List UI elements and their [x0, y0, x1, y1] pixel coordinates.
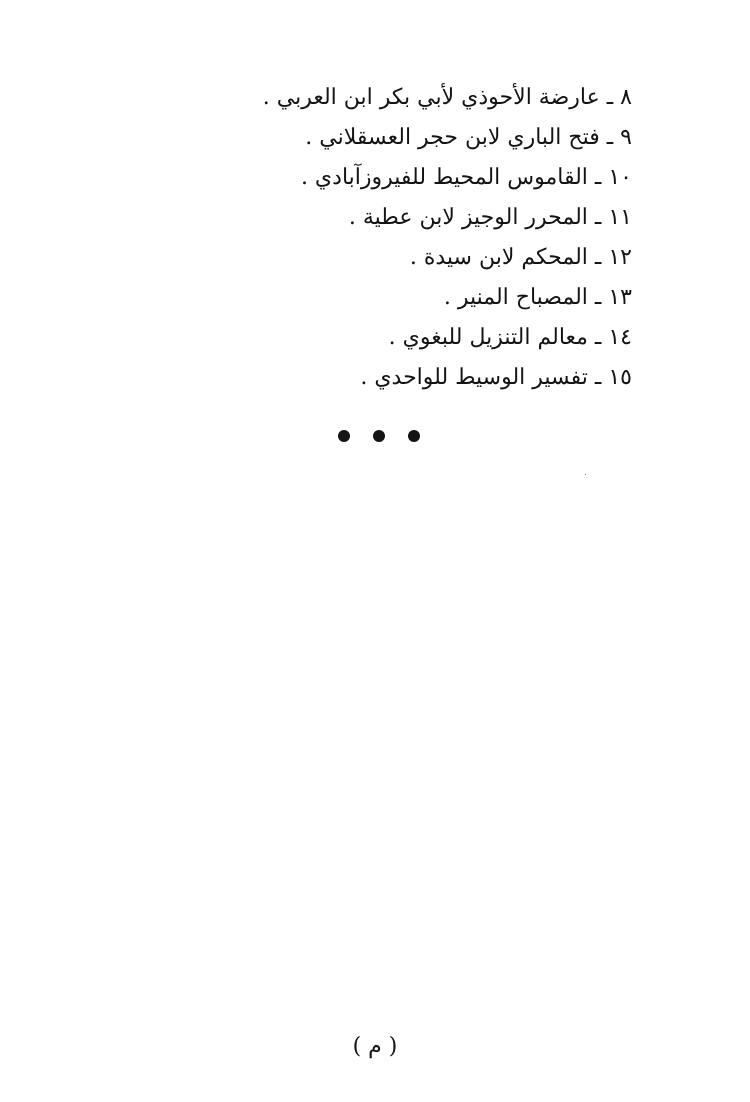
- reference-item-10: ١٠ ـ القاموس المحيط للفيروزآبادي .: [300, 165, 632, 190]
- reference-item-12: ١٢ ـ المحكم لابن سيدة .: [409, 245, 632, 270]
- scan-speck: [585, 474, 586, 475]
- reference-list: [112, 78, 632, 398]
- separator-dot-icon: [338, 430, 350, 442]
- separator-dot-icon: [408, 430, 420, 442]
- reference-item-13: ١٣ ـ المصباح المنير .: [443, 285, 632, 310]
- section-separator: [338, 430, 420, 442]
- reference-item-8: ٨ ـ عارضة الأحوذي لأبي بكر ابن العربي .: [262, 85, 632, 110]
- reference-item-11: ١١ ـ المحرر الوجيز لابن عطية .: [348, 205, 632, 230]
- reference-item-15: ١٥ ـ تفسير الوسيط للواحدي .: [360, 365, 632, 390]
- page-number: ( م ): [352, 1034, 398, 1059]
- separator-dot-icon: [373, 430, 385, 442]
- reference-item-14: ١٤ ـ معالم التنزيل للبغوي .: [388, 325, 632, 350]
- reference-item-9: ٩ ـ فتح الباري لابن حجر العسقلاني .: [305, 125, 632, 150]
